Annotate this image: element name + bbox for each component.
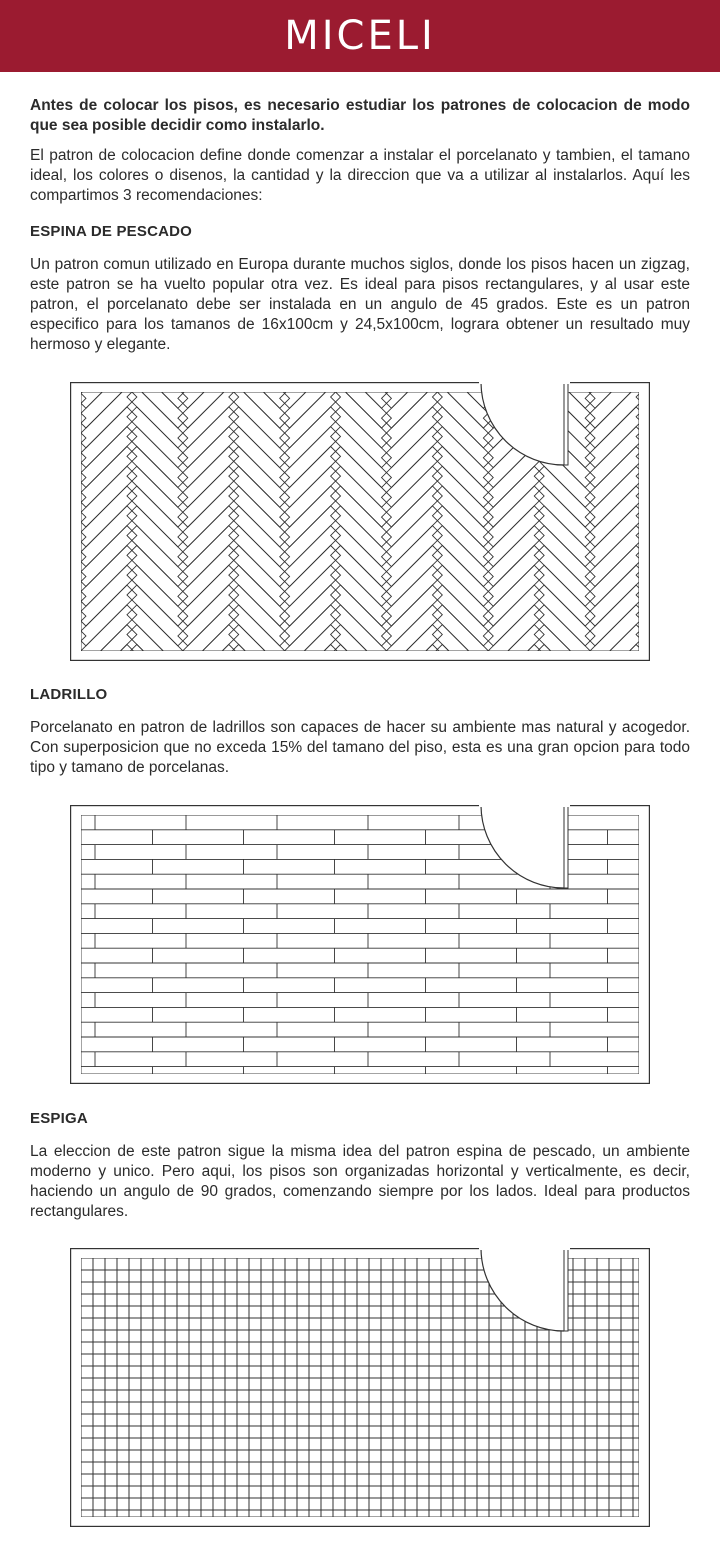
spike-pattern-illustration [70,1248,650,1527]
section-herringbone [30,223,690,355]
brand-header [0,0,720,72]
door-opening [479,382,570,384]
door-opening [479,1248,570,1250]
herringbone-pattern-illustration [70,382,650,661]
intro-section [30,96,690,206]
section-title: ESPINA DE PESCADO [30,223,193,240]
section-brick [30,686,690,778]
section-title: LADRILLO [30,686,108,703]
door-leaf [564,383,568,465]
section-title: ESPIGA [30,1110,88,1127]
door-opening [479,805,570,807]
brick-pattern-illustration [70,805,650,1084]
door-leaf [564,806,568,888]
brand-logo: MICELI [284,13,436,59]
section-body: Un patron comun utilizado en Europa durante muchos siglos, donde los pisos hacen un zigzag, este patron se ha vuelto popular otra vez. Es ideal para pisos rectangulares, y al usar este patron, el porcelanato debe ser instalada en un angulo de 45 grados. Este es un patron especifico para los tamanos de 16x100cm y 24,5x100cm, lograra obtener un resultado muy hermoso y elegante. [30,256,690,353]
section-body: La eleccion de este patron sigue la misma idea del patron espina de pescado, un ambiente moderno y unico. Pero aqui, los pisos son organizadas horizontal y verticalmente, es decir, haciendo un angulo de 90 grados, comenzando siempre por los lados. Ideal para productos rectangulares. [30,1143,690,1220]
intro-lead: Antes de colocar los pisos, es necesario estudiar los patrones de colocacion de modo que sea posible decidir como instalarlo. [30,97,690,134]
door-leaf [564,1249,568,1331]
section-spike [30,1110,690,1222]
section-body: Porcelanato en patron de ladrillos son capaces de hacer su ambiente mas natural y acogedor. Con superposicion que no exceda 15% del tamano del piso, esta es una gran opcion para todo tipo y tamano de porcelanas. [30,719,690,776]
intro-body: El patron de colocacion define donde comenzar a instalar el porcelanato y tambien, el tamano ideal, los colores o disenos, la cantidad y la direccion que va a utilizar al instalarlos. Aquí les compartimos 3 recomendaciones: [30,147,690,204]
